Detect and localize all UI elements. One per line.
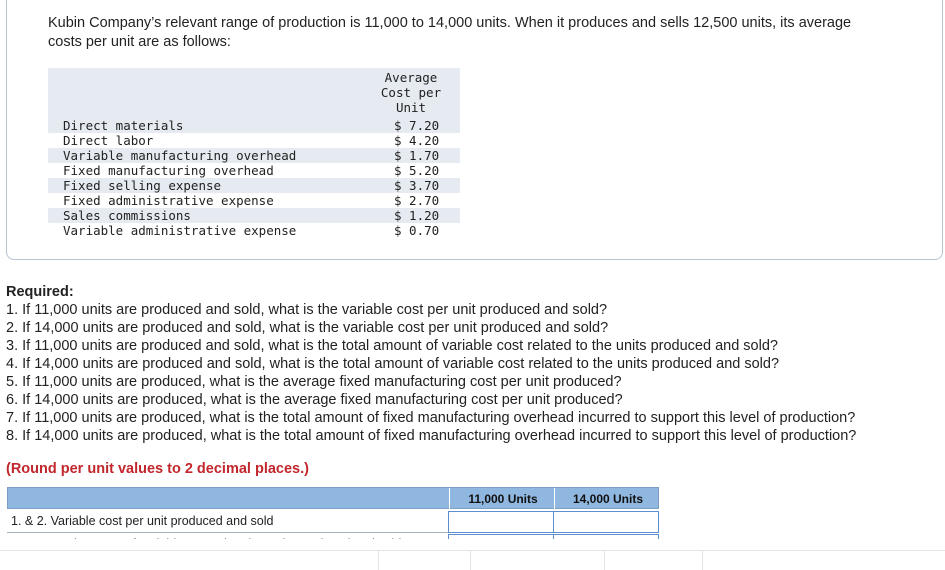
answer-row-label: 1. & 2. Variable cost per unit produced and sold — [11, 514, 274, 528]
footer-cell — [378, 551, 471, 570]
cost-table-header — [48, 68, 460, 118]
cost-label: Direct labor — [63, 133, 154, 148]
rounding-instruction: (Round per unit values to 2 decimal places.) — [6, 461, 309, 477]
question-1: 1. If 11,000 units are produced and sold, what is the variable cost per unit produced and sold? — [6, 302, 608, 318]
question-5: 5. If 11,000 units are produced, what is the average fixed manufacturing cost per unit produced? — [6, 374, 622, 390]
cost-label: Fixed selling expense — [63, 178, 222, 193]
problem-intro: Kubin Company’s relevant range of production is 11,000 to 14,000 units. When it produces and sells 12,500 units, its average costs per unit are as follows: — [48, 15, 852, 50]
answer-table-header — [7, 487, 659, 509]
cost-value: $ 3.70 — [394, 178, 440, 193]
question-6: 6. If 14,000 units are produced, what is the average fixed manufacturing cost per unit produced? — [6, 392, 623, 408]
cost-row-fixed-mfg-overhead — [48, 163, 460, 178]
column-header-11000: 11,000 Units — [449, 488, 556, 510]
cost-row-variable-admin — [48, 223, 460, 238]
footer-strip — [0, 550, 945, 570]
question-3: 3. If 11,000 units are produced and sold, what is the total amount of variable cost related to the units produced and sold? — [6, 338, 778, 354]
variable-cost-per-unit-14000-input[interactable] — [553, 511, 659, 533]
answer-row-variable-cost-per-unit — [7, 510, 659, 533]
cost-column-header: Average Cost per Unit — [380, 70, 442, 115]
cost-value: $ 5.20 — [394, 163, 440, 178]
cost-value: $ 0.70 — [394, 223, 440, 238]
cost-row-direct-materials — [48, 118, 460, 133]
cost-label: Fixed manufacturing overhead — [63, 163, 274, 178]
cost-row-fixed-selling — [48, 178, 460, 193]
footer-cell — [702, 551, 903, 570]
cost-value: $ 7.20 — [394, 118, 440, 133]
question-7: 7. If 11,000 units are produced, what is the total amount of fixed manufacturing overhead incurred to support this level of production? — [6, 410, 856, 426]
cost-value: $ 4.20 — [394, 133, 440, 148]
footer-cell — [604, 551, 703, 570]
cost-label: Variable administrative expense — [63, 223, 297, 238]
cost-label: Direct materials — [63, 118, 184, 133]
question-2: 2. If 14,000 units are produced and sold, what is the variable cost per unit produced and sold? — [6, 320, 609, 336]
cost-value: $ 1.70 — [394, 148, 440, 163]
cost-value: $ 1.20 — [394, 208, 440, 223]
required-title: Required: — [6, 284, 74, 300]
cost-row-direct-labor — [48, 133, 460, 148]
column-header-14000: 14,000 Units — [554, 488, 661, 510]
cost-label: Fixed administrative expense — [63, 193, 274, 208]
average-cost-table — [48, 68, 460, 238]
cost-label: Variable manufacturing overhead — [63, 148, 297, 163]
question-4: 4. If 14,000 units are produced and sold, what is the total amount of variable cost related to the units produced and sold? — [6, 356, 780, 372]
variable-cost-per-unit-11000-input[interactable] — [448, 511, 554, 533]
footer-cell — [470, 551, 605, 570]
cost-value: $ 2.70 — [394, 193, 440, 208]
question-8: 8. If 14,000 units are produced, what is the total amount of fixed manufacturing overhead incurred to support this level of production? — [6, 428, 857, 444]
required-section — [6, 283, 856, 445]
cost-row-variable-mfg-overhead — [48, 148, 460, 163]
cost-row-sales-commissions — [48, 208, 460, 223]
cost-label: Sales commissions — [63, 208, 191, 223]
cost-row-fixed-admin — [48, 193, 460, 208]
